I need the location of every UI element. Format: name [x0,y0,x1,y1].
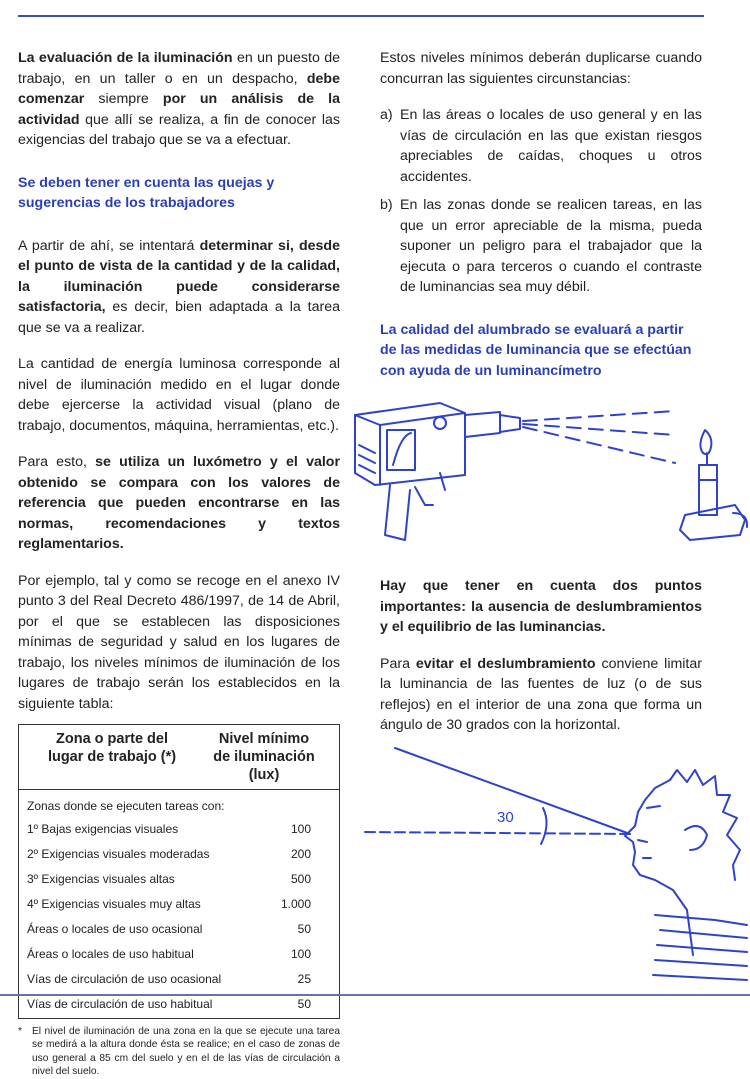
table-row: Vías de circulación de uso habitual 50 [27,996,311,1011]
table-row: Áreas o locales de uso ocasional 50 [27,921,311,936]
right-column [380,48,702,381]
table-intro: Zonas donde se ejecuten tareas con: [27,799,225,813]
bottom-rule [0,994,750,996]
section-heading-complaints: Se deben tener en cuenta las quejas y sugerencias de los trabajadores [18,174,275,211]
important-points-paragraph: Hay que tener en cuenta dos puntos importantes: la ausencia de deslumbramientos y el equilibrio de las luminancias. [380,578,702,635]
luxmeter-paragraph: Para esto, se utiliza un luxómetro y el valor obtenido se compara con los valores de referencia que pueden encontrarse en las normas, recomendaciones y textos reglamentarios. [18,454,340,552]
table-row: 4º Exigencias visuales muy altas 1.000 [27,896,311,911]
satisfaction-paragraph: A partir de ahí, se intentará determinar si, desde el punto de vista de la cantidad y de la calidad, la iluminación puede considerarse satisfactoria, es decir, bien adaptada a la tarea que se va a realizar. [18,237,340,336]
top-rule [18,15,704,17]
luminancemeter-icon [355,403,520,540]
luminancemeter-candle-illustration [345,385,750,560]
table-header [19,725,339,790]
decree-paragraph: Por ejemplo, tal y como se recoge en el anexo IV punto 3 del Real Decreto 486/1997, de 14 de Abril, por el que se establecen las disposiciones mínimas de seguridad y salud en los lugares de trabajo, los niveles mínimos de iluminación de los lugares de trabajo serán los establecidos en la siguiente tabla: [18,572,340,712]
energy-paragraph: La cantidad de energía luminosa corresponde al nivel de iluminación medido en el lugar donde debe ejercerse la actividad visual (plano de trabajo, documentos, máquina, herramientas, etc.). [18,356,340,434]
face-icon [625,770,747,980]
list-item: a) En las áreas o locales de uso general y en las vías de circulación en las que existan riesgos apreciables de caídas, choques u otros accidentes. [380,107,702,185]
right-column-lower [380,576,702,736]
list-item: b) En las zonas donde se realicen tareas, en las que un error apreciable de la misma, pueda suponer un peligro para el trabajador que la ejecuta o para terceros o cuando el contraste de luminancias sea muy débil. [380,197,702,295]
candle-icon [680,430,747,540]
duplicate-paragraph: Estos niveles mínimos deberán duplicarse cuando concurran las siguientes circunstancias: [380,50,702,87]
left-column [18,48,340,1079]
table-row: Áreas o locales de uso habitual 100 [27,946,311,961]
angle-arc [541,808,547,844]
glare-paragraph: Para evitar el deslumbramiento conviene limitar la luminancia de las fuentes de luz (o de sus reflejos) en el interior de una zona que forma un ángulo de 30 grados con la horizontal. [380,655,702,733]
horizontal-line [365,832,630,834]
angle-label: 30 [497,809,514,826]
illumination-table [18,724,340,1019]
section-heading-quality: La calidad del alumbrado se evaluará a partir de las medidas de luminancia que se efectúan con ayuda de un luminancímetro [380,321,692,379]
header-zone: Zona o parte del lugar de trabajo (*) [47,731,177,765]
table-row: 2º Exigencias visuales moderadas 200 [27,846,311,861]
intro-paragraph: La evaluación de la iluminación en un puesto de trabajo, en un taller o en un despacho, debe comenzar siempre por un análisis de la actividad que allí se realiza, a fin de conocer las exigencias del trabajo que se va a efectuar. [18,50,340,148]
table-footnote: * El nivel de iluminación de una zona en la que se ejecute una tarea se medirá a la altura donde ésta se realice; en el caso de zonas de uso general a 85 cm del suelo y en el de las vías de circulación a nivel del suelo. [18,1025,340,1077]
circumstances-list [380,105,702,298]
table-row: Vías de circulación de uso ocasional 25 [27,971,311,986]
table-row: 3º Exigencias visuales altas 500 [27,871,311,886]
glare-angle-illustration [355,740,750,990]
table-row: 1º Bajas exigencias visuales 100 [27,821,311,836]
sight-lines [523,411,675,463]
header-level: Nivel mínimo de iluminación (lux) [213,731,315,783]
